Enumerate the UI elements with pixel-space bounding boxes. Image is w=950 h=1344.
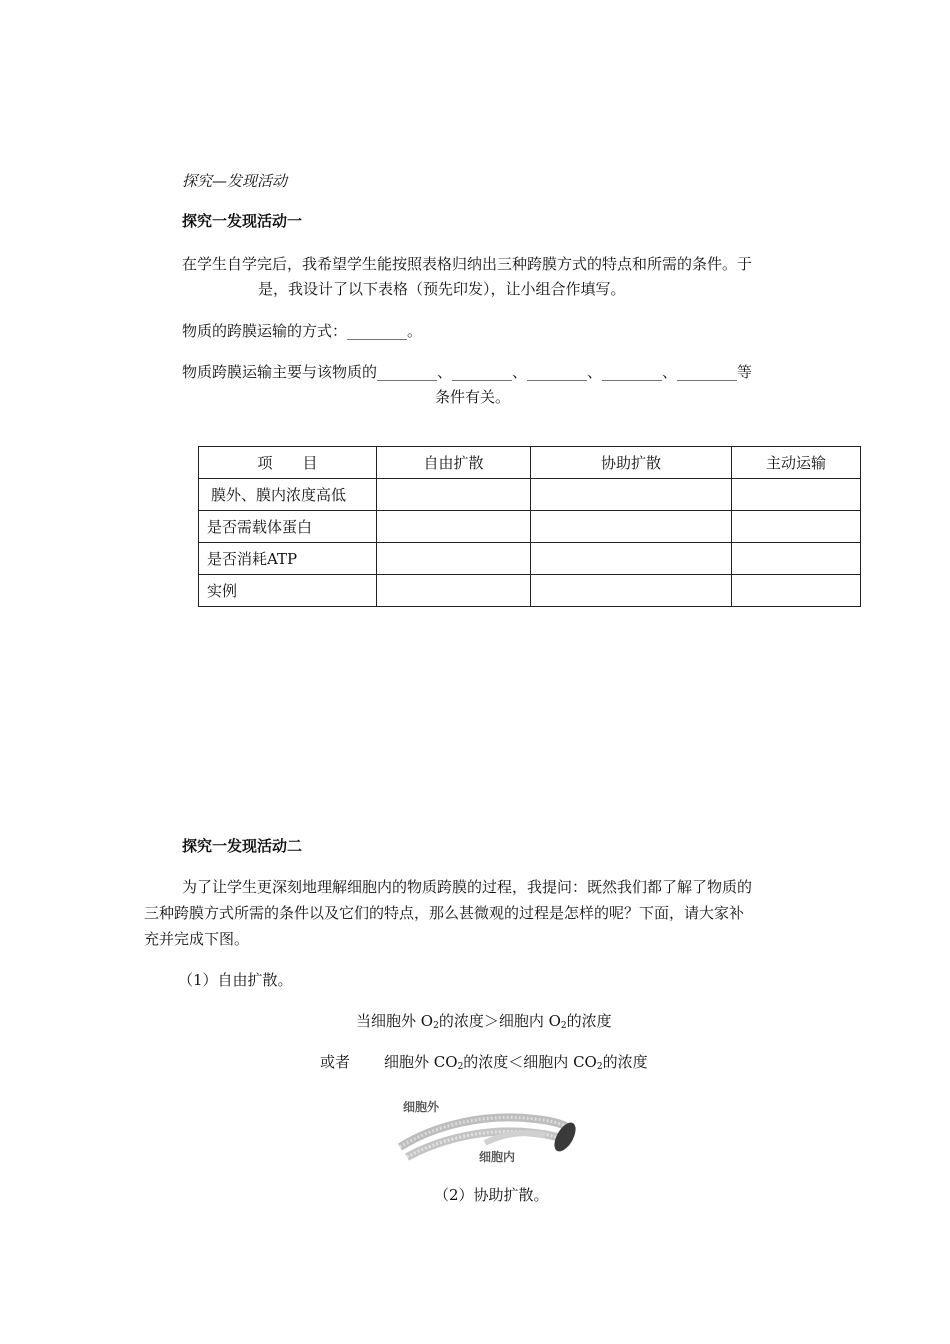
condition-text: 的浓度＞细胞内 O: [438, 1012, 561, 1030]
condition-o2: [356, 1010, 612, 1031]
label-outside: 细胞外: [403, 1100, 440, 1114]
table-header: 项 目: [199, 447, 377, 479]
table-row: [199, 479, 861, 511]
membrane-diagram: [395, 1095, 595, 1167]
table-cell[interactable]: [377, 575, 531, 607]
item-free-diffusion: （1）自由扩散。: [178, 971, 293, 989]
table-cell[interactable]: [377, 479, 531, 511]
table-cell: 实例: [199, 575, 377, 607]
table-row: [199, 575, 861, 607]
fill-mode: 物质的跨膜运输的方式：________。: [182, 322, 423, 340]
table-header-row: [199, 447, 861, 479]
table-cell[interactable]: [531, 575, 732, 607]
para2-line2: 三种跨膜方式所需的条件以及它们的特点，那么甚微观的过程是怎样的呢？下面，请大家补: [144, 904, 745, 922]
table-row: [199, 543, 861, 575]
table-cell: 是否消耗ATP: [199, 543, 377, 575]
section2-title: 探究一发现活动二: [182, 837, 303, 855]
condition-text: 的浓度: [602, 1053, 648, 1071]
subscript: 2: [596, 1062, 603, 1072]
condition-co2: [320, 1051, 648, 1072]
intro-line1: 在学生自学完后，我希望学生能按照表格归纳出三种跨膜方式的特点和所需的条件。于: [182, 255, 753, 273]
transport-table: [198, 446, 861, 607]
label-inside: 细胞内: [479, 1150, 516, 1164]
table-cell[interactable]: [732, 575, 861, 607]
condition-text: 的浓度＜细胞内 CO: [463, 1053, 597, 1071]
table-row: [199, 511, 861, 543]
table-cell[interactable]: [732, 543, 861, 575]
table-cell[interactable]: [377, 511, 531, 543]
table-cell: 是否需载体蛋白: [199, 511, 377, 543]
table-cell[interactable]: [531, 511, 732, 543]
table-header: 协助扩散: [531, 447, 732, 479]
subscript: 2: [457, 1062, 464, 1072]
para2-line1: 为了让学生更深刻地理解细胞内的物质跨膜的过程，我提问：既然我们都了解了物质的: [182, 878, 753, 896]
item-facilitated-diffusion: （2）协助扩散。: [434, 1186, 549, 1204]
fill-conditions-line2: 条件有关。: [435, 388, 511, 406]
subscript: 2: [433, 1021, 439, 1031]
table-cell: 膜外、膜内浓度高低: [199, 479, 377, 511]
membrane-figure: [395, 1095, 595, 1171]
or-word: 或者: [320, 1053, 351, 1071]
condition-text: 当细胞外 O: [356, 1012, 434, 1030]
table-cell[interactable]: [531, 543, 732, 575]
table-cell[interactable]: [531, 479, 732, 511]
condition-text: 的浓度: [566, 1012, 612, 1030]
table-cell[interactable]: [732, 511, 861, 543]
section1-title: 探究一发现活动一: [182, 212, 303, 230]
heading-italic: 探究—发现活动: [182, 172, 288, 190]
condition-text: 细胞外 CO: [384, 1053, 458, 1071]
subscript: 2: [560, 1021, 567, 1031]
table-header: 自由扩散: [377, 447, 531, 479]
table-cell[interactable]: [377, 543, 531, 575]
table-header: 主动运输: [732, 447, 861, 479]
para2-line3: 充并完成下图。: [144, 930, 250, 948]
table-cell[interactable]: [732, 479, 861, 511]
intro-line2: 是，我设计了以下表格（预先印发），让小组合作填写。: [258, 280, 626, 298]
fill-conditions-line1: 物质跨膜运输主要与该物质的________、________、________、________、________等: [182, 363, 753, 381]
